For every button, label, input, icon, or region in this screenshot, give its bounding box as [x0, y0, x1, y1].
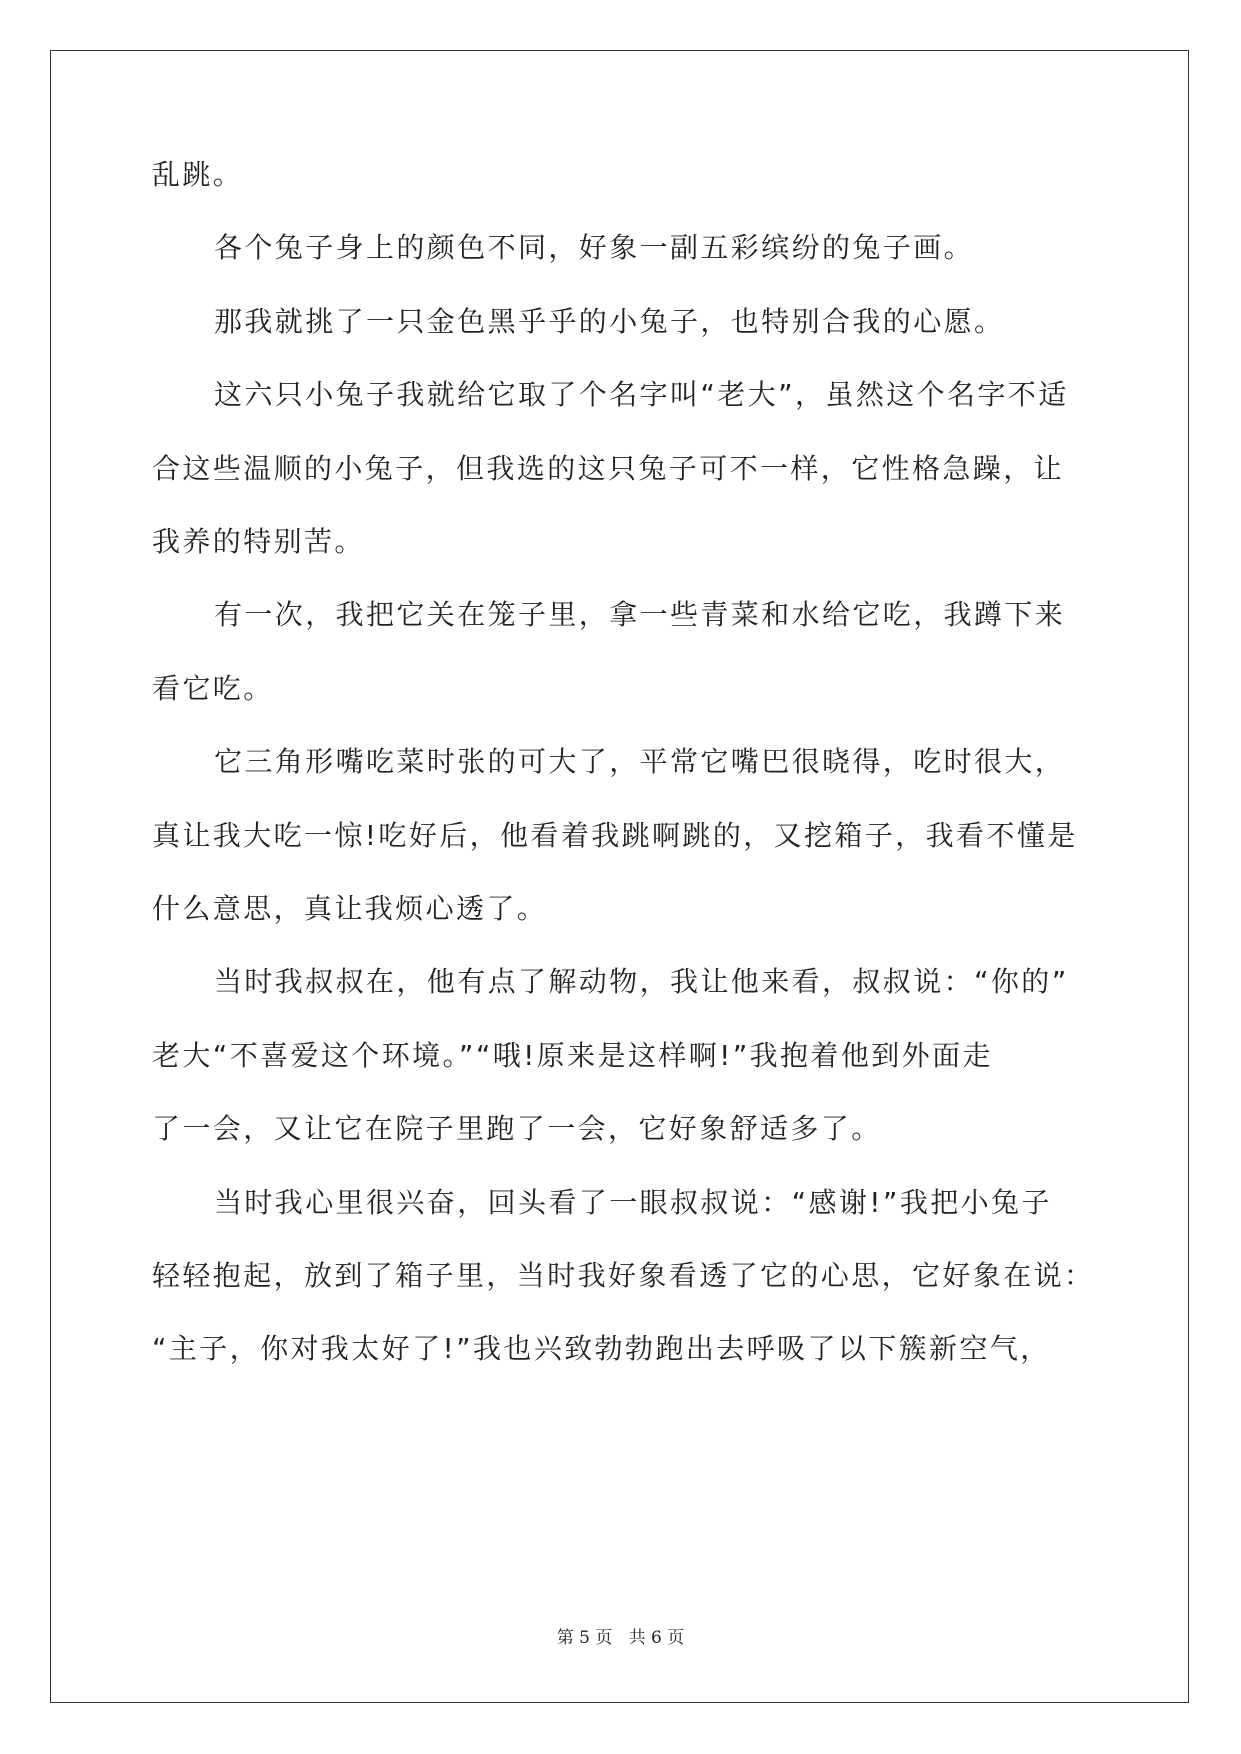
text-line: 真让我大吃一惊!吃好后，他看着我跳啊跳的，又挖箱子，我看不懂是	[152, 819, 1078, 852]
text-line: 我养的特别苦。	[152, 525, 365, 558]
text-line: 乱跳。	[152, 158, 244, 191]
text-line: 当时我心里很兴奋，回头看了一眼叔叔说：“感谢!”我把小兔子	[214, 1186, 1052, 1219]
text-line: 它三角形嘴吃菜时张的可大了，平常它嘴巴很晓得，吃时很大，	[214, 745, 1066, 778]
text-line: 合这些温顺的小兔子，但我选的这只兔子可不一样，它性格急躁，让	[152, 452, 1065, 485]
page-number-footer: 第 5 页 共 6 页	[556, 1628, 685, 1648]
text-line: “主子，你对我太好了!”我也兴致勃勃跑出去呼吸了以下簇新空气，	[152, 1332, 1051, 1365]
text-line: 各个兔子身上的颜色不同，好象一副五彩缤纷的兔子画。	[214, 231, 975, 264]
text-line: 这六只小兔子我就给它取了个名字叫“老大”，虽然这个名字不适	[214, 378, 1069, 411]
text-line: 那我就挑了一只金色黑乎乎的小兔子，也特别合我的心愿。	[214, 305, 1005, 338]
page-border	[50, 50, 1189, 1703]
text-line: 老大“不喜爱这个环境。”“哦!原来是这样啊!”我抱着他到外面走	[152, 1039, 993, 1072]
text-line: 当时我叔叔在，他有点了解动物，我让他来看，叔叔说：“你的”	[214, 965, 1069, 998]
text-line: 什么意思，真让我烦心透了。	[152, 892, 548, 925]
text-line: 轻轻抱起，放到了箱子里，当时我好象看透了它的心思，它好象在说：	[152, 1259, 1095, 1292]
text-line: 了一会，又让它在院子里跑了一会，它好象舒适多了。	[152, 1112, 882, 1145]
text-line: 有一次，我把它关在笼子里，拿一些青菜和水给它吃，我蹲下来	[214, 598, 1066, 631]
text-line: 看它吃。	[152, 672, 274, 705]
